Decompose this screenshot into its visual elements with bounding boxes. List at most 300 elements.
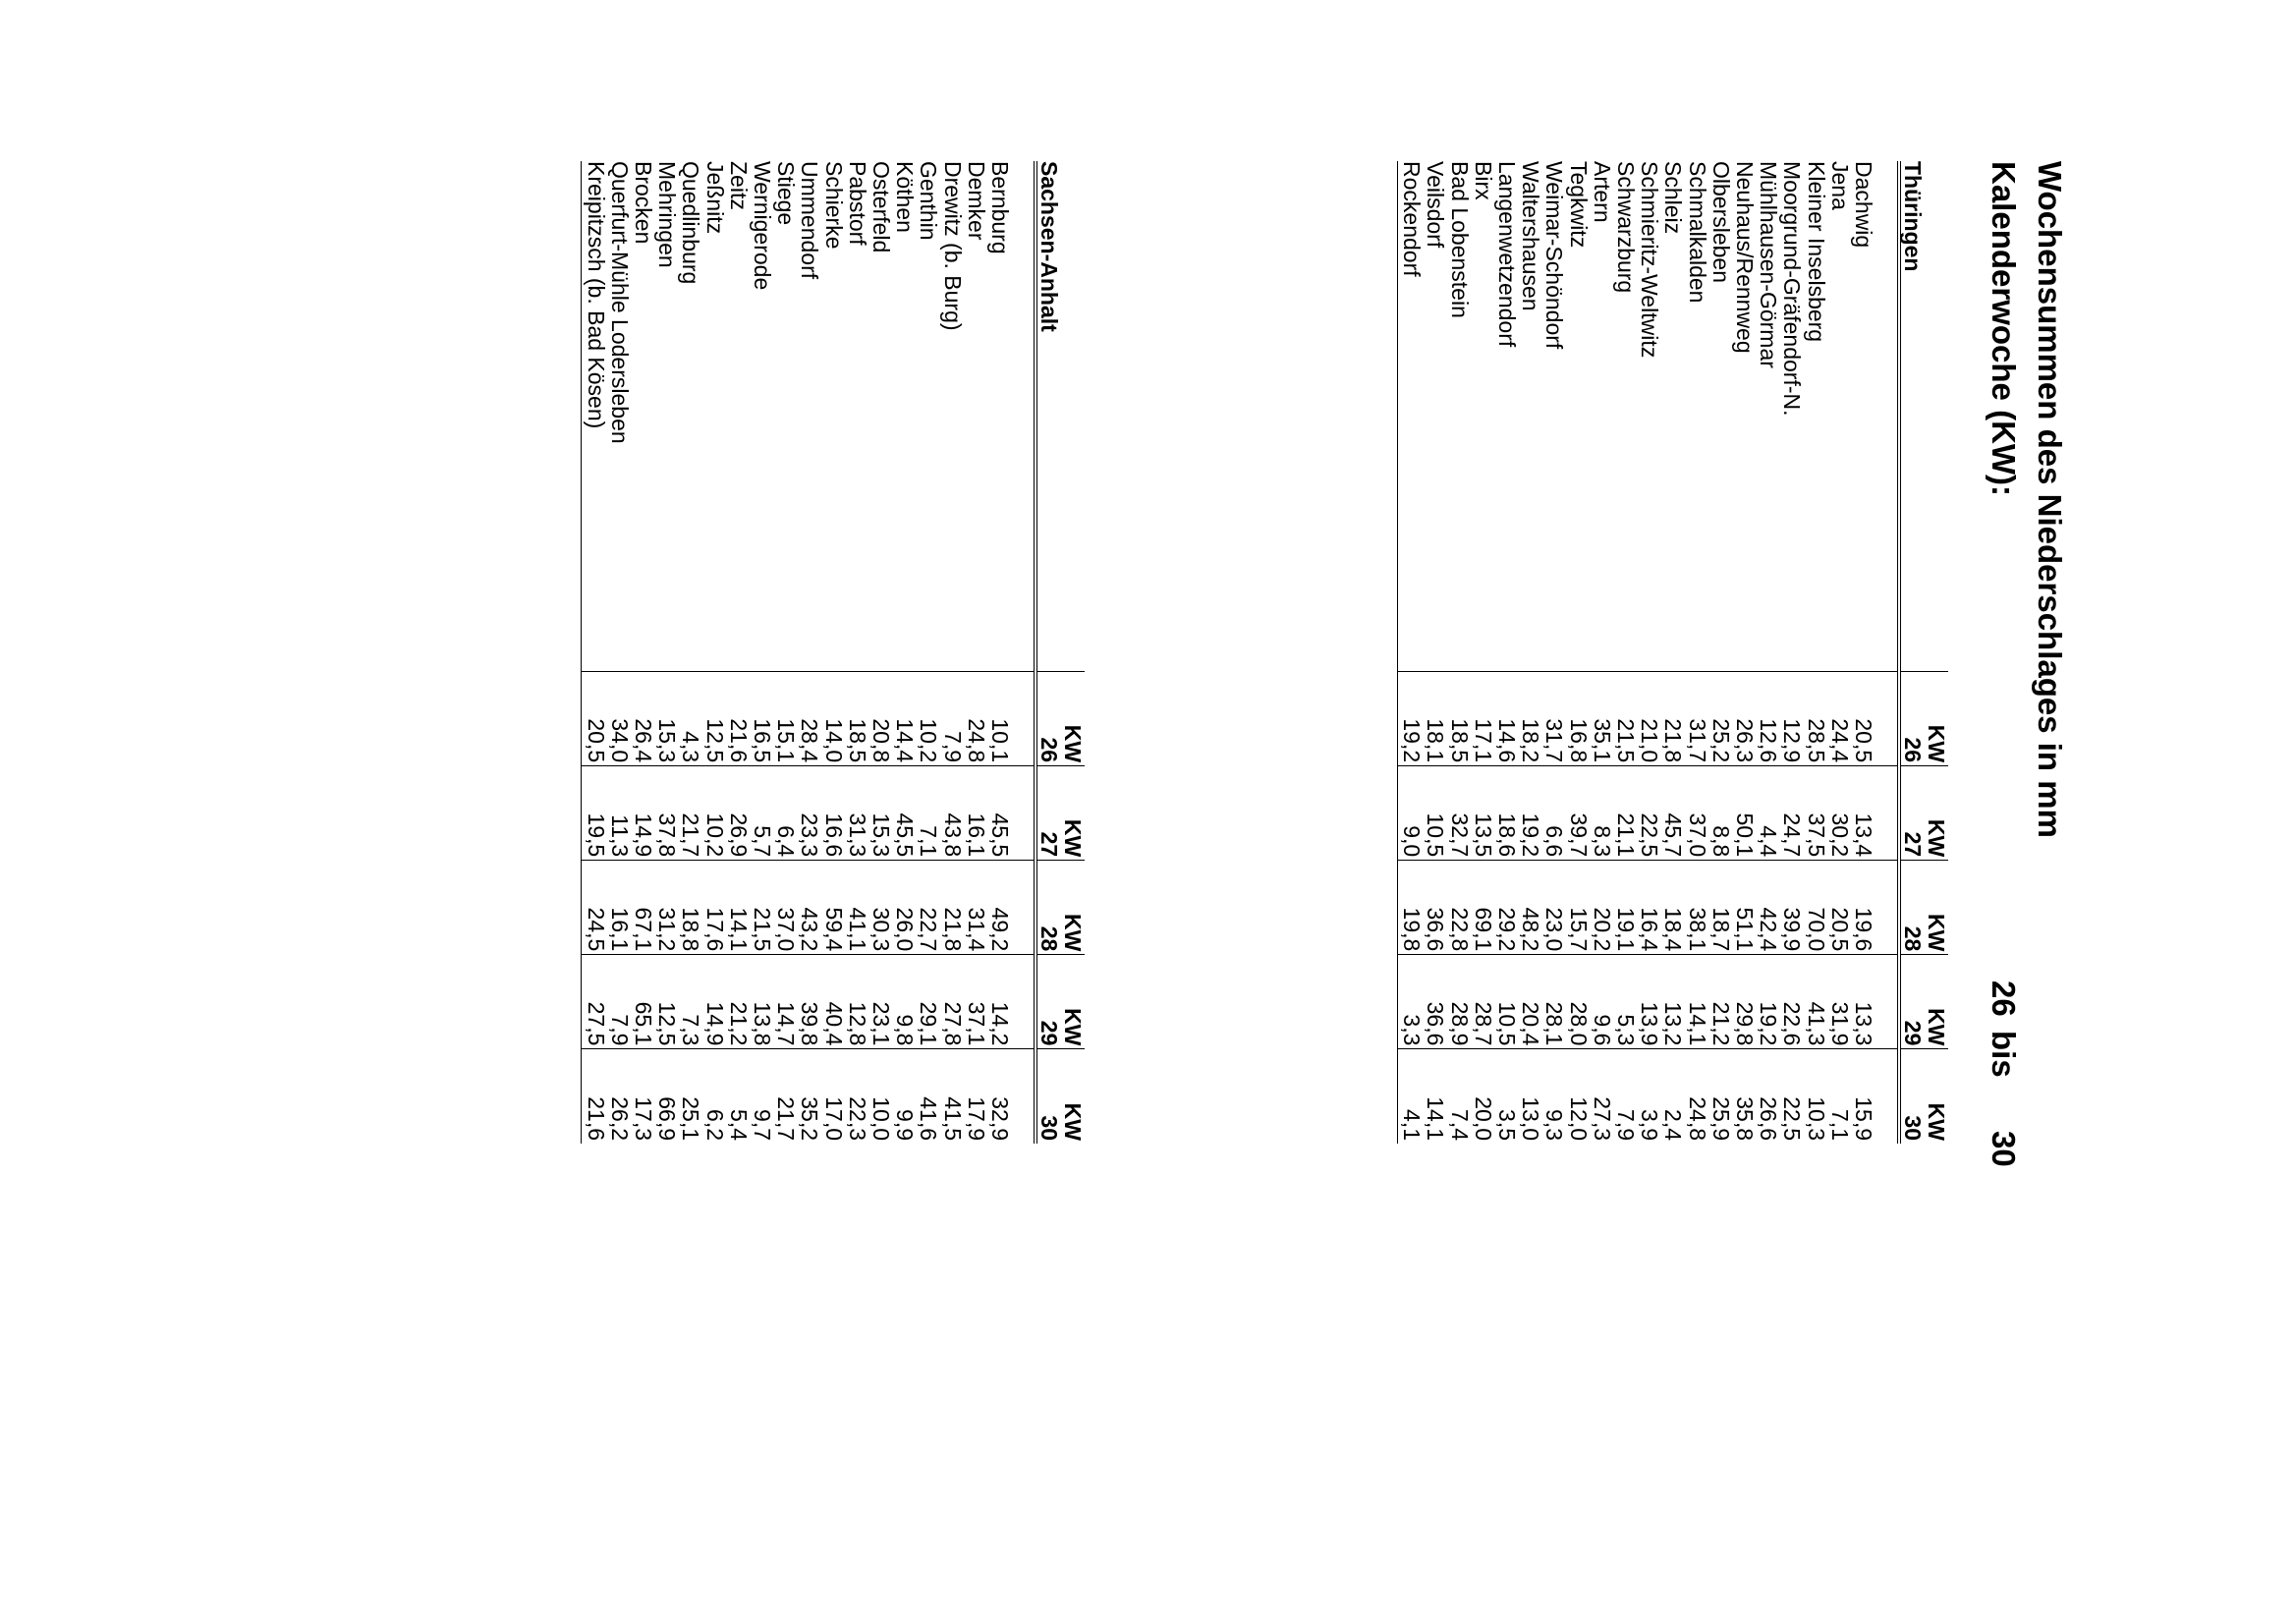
precip-value: 41,3 <box>1804 955 1827 1049</box>
title-kw-from: 26 <box>1986 980 2022 1017</box>
precip-value: 19,2 <box>1757 955 1780 1049</box>
column-header <box>1036 672 1085 766</box>
precip-value: 15,9 <box>1852 1049 1899 1144</box>
precip-value: 28,9 <box>1447 955 1471 1049</box>
column-prefix: KW <box>1924 724 1949 763</box>
precip-value: 19,1 <box>1614 861 1638 955</box>
precip-value: 9,8 <box>893 955 917 1049</box>
precip-value: 21,7 <box>679 766 702 861</box>
title-kw-label: Kalenderwoche (KW): <box>1986 161 2022 497</box>
precip-value: 43,8 <box>940 766 964 861</box>
column-prefix: KW <box>1060 818 1086 858</box>
precip-value: 9,7 <box>751 1049 774 1144</box>
precip-value: 37,0 <box>774 861 798 955</box>
precip-value: 25,9 <box>1709 1049 1733 1144</box>
station-name: Schmalkalden <box>1684 161 1710 304</box>
precip-value: 16,1 <box>965 766 988 861</box>
precip-value: 26,9 <box>727 766 751 861</box>
precip-value: 3,9 <box>1638 1049 1661 1144</box>
precip-value: 49,2 <box>988 861 1036 955</box>
station-name: Weimar-Schöndorf <box>1541 161 1568 350</box>
precip-value: 9,0 <box>1397 766 1424 861</box>
precip-value: 13,9 <box>1638 955 1661 1049</box>
precip-value: 7,9 <box>1614 1049 1638 1144</box>
precip-value: 11,3 <box>608 766 632 861</box>
precip-value: 4,3 <box>679 672 702 766</box>
precip-value: 22,5 <box>1780 1049 1804 1144</box>
precip-value: 21,8 <box>1661 672 1685 766</box>
precip-value: 37,5 <box>1804 766 1827 861</box>
table-row <box>1447 161 1471 1144</box>
column-week: 30 <box>1036 1115 1062 1141</box>
table-row <box>1566 161 1590 1144</box>
precip-value: 12,5 <box>655 955 679 1049</box>
precip-value: 14,1 <box>1424 1049 1447 1144</box>
precip-value: 13,5 <box>1472 766 1495 861</box>
precip-value: 9,9 <box>893 1049 917 1144</box>
precip-value: 22,6 <box>1780 955 1804 1049</box>
table-row <box>655 161 679 1144</box>
precip-value: 45,5 <box>988 766 1036 861</box>
precip-value: 18,2 <box>1519 672 1542 766</box>
table-row <box>702 161 726 1144</box>
precip-value: 23,3 <box>798 766 821 861</box>
precip-value: 8,3 <box>1591 766 1614 861</box>
station-name: Olbersleben <box>1707 161 1734 284</box>
precip-value: 17,9 <box>965 1049 988 1144</box>
station-name: Mühlhausen-Görmar <box>1756 161 1782 368</box>
precip-value: 7,9 <box>608 955 632 1049</box>
precip-value: 20,5 <box>582 672 608 766</box>
precip-value: 37,1 <box>965 955 988 1049</box>
station-name: Bernburg <box>987 161 1013 254</box>
precip-value: 3,5 <box>1495 1049 1519 1144</box>
station-name: Tegkwitz <box>1565 161 1592 249</box>
title-kw-bis: bis <box>1986 1031 2022 1078</box>
precip-value: 5,7 <box>751 766 774 861</box>
precip-value: 5,3 <box>1614 955 1638 1049</box>
station-name: Neuhaus/Rennweg <box>1731 161 1758 354</box>
precip-value: 27,5 <box>582 955 608 1049</box>
precip-value: 45,7 <box>1661 766 1685 861</box>
precip-value: 21,8 <box>940 861 964 955</box>
precip-value: 21,5 <box>751 861 774 955</box>
station-name: Kreipitzsch (b. Bad Kösen) <box>583 161 609 429</box>
precip-value: 17,3 <box>632 1049 655 1144</box>
table-row <box>1519 161 1542 1144</box>
column-week: 28 <box>1036 925 1062 952</box>
column-prefix: KW <box>1060 913 1086 952</box>
table-row <box>940 161 964 1144</box>
precip-value: 66,9 <box>655 1049 679 1144</box>
precip-value: 31,3 <box>846 766 869 861</box>
precip-value: 20,5 <box>1828 861 1852 955</box>
precip-value: 7,3 <box>679 955 702 1049</box>
precip-value: 30,2 <box>1828 766 1852 861</box>
precip-value: 26,2 <box>608 1049 632 1144</box>
precip-value: 31,4 <box>965 861 988 955</box>
precip-value: 12,5 <box>702 672 726 766</box>
precip-value: 7,1 <box>1828 1049 1852 1144</box>
precip-value: 69,1 <box>1472 861 1495 955</box>
table-row <box>774 161 798 1144</box>
precip-value: 14,1 <box>1685 955 1708 1049</box>
precip-value: 22,7 <box>917 861 940 955</box>
column-prefix: KW <box>1924 1008 1949 1046</box>
table-row <box>1804 161 1827 1144</box>
precip-value: 26,4 <box>632 672 655 766</box>
precip-value: 26,0 <box>893 861 917 955</box>
precip-value: 10,5 <box>1424 766 1447 861</box>
table-row <box>1591 161 1614 1144</box>
precip-value: 17,6 <box>702 861 726 955</box>
column-header <box>1899 672 1948 766</box>
precip-value: 12,8 <box>846 955 869 1049</box>
precip-value: 14,7 <box>774 955 798 1049</box>
precip-value: 35,1 <box>1591 672 1614 766</box>
precip-value: 22,5 <box>1638 766 1661 861</box>
precip-value: 16,1 <box>608 861 632 955</box>
precip-value: 14,2 <box>988 955 1036 1049</box>
precip-value: 24,7 <box>1780 766 1804 861</box>
precip-value: 41,1 <box>846 861 869 955</box>
precip-value: 36,6 <box>1424 955 1447 1049</box>
station-name: Demker <box>963 161 989 241</box>
precip-value: 2,4 <box>1661 1049 1685 1144</box>
region-heading: Sachsen-Anhalt <box>1036 161 1085 672</box>
table-row <box>893 161 917 1144</box>
precip-value: 14,9 <box>632 766 655 861</box>
precip-value: 18,7 <box>1709 861 1733 955</box>
station-name: Osterfeld <box>868 161 894 253</box>
station-name: Veilsdorf <box>1423 161 1449 249</box>
table-row <box>582 161 608 1144</box>
precip-value: 28,4 <box>798 672 821 766</box>
table-thueringen <box>1397 161 1948 1144</box>
station-name: Langenwetzendorf <box>1493 161 1520 348</box>
precip-value: 12,9 <box>1780 672 1804 766</box>
station-name: Drewitz (b. Burg) <box>939 161 966 331</box>
column-week: 26 <box>1036 737 1062 763</box>
precip-value: 19,8 <box>1397 861 1424 955</box>
precip-value: 39,7 <box>1566 766 1590 861</box>
title-line-2 <box>1985 161 2022 1167</box>
precip-value: 19,5 <box>582 766 608 861</box>
column-header <box>1899 766 1948 861</box>
column-week: 30 <box>1900 1115 1926 1141</box>
station-name: Köthen <box>892 161 919 233</box>
precip-value: 21,5 <box>1614 672 1638 766</box>
precip-value: 24,5 <box>582 861 608 955</box>
precip-value: 30,3 <box>869 861 893 955</box>
column-prefix: KW <box>1924 818 1949 858</box>
precip-value: 15,3 <box>655 672 679 766</box>
precip-value: 16,5 <box>751 672 774 766</box>
precip-value: 18,5 <box>1447 672 1471 766</box>
precip-value: 18,1 <box>1424 672 1447 766</box>
precip-value: 41,5 <box>940 1049 964 1144</box>
precip-value: 42,4 <box>1757 861 1780 955</box>
precip-value: 13,8 <box>751 955 774 1049</box>
precip-value: 18,6 <box>1495 766 1519 861</box>
table-row <box>1828 161 1852 1144</box>
precip-value: 27,8 <box>940 955 964 1049</box>
table-row <box>1614 161 1638 1144</box>
precip-value: 3,3 <box>1397 955 1424 1049</box>
table-row <box>917 161 940 1144</box>
precip-value: 48,2 <box>1519 861 1542 955</box>
precip-value: 6,4 <box>774 766 798 861</box>
station-name: Dachwig <box>1851 161 1876 249</box>
precip-value: 35,8 <box>1733 1049 1757 1144</box>
station-name: Ummendorf <box>797 161 823 280</box>
table-row <box>1542 161 1566 1144</box>
precip-value: 13,2 <box>1661 955 1685 1049</box>
precip-value: 8,8 <box>1709 766 1733 861</box>
precip-value: 20,4 <box>1519 955 1542 1049</box>
region-heading: Thüringen <box>1899 161 1948 672</box>
precip-value: 24,8 <box>1685 1049 1708 1144</box>
precip-value: 35,2 <box>798 1049 821 1144</box>
precip-value: 37,8 <box>655 766 679 861</box>
precip-value: 6,2 <box>702 1049 726 1144</box>
precip-value: 7,1 <box>917 766 940 861</box>
precip-value: 14,0 <box>821 672 845 766</box>
station-name: Schierke <box>820 161 847 250</box>
precip-value: 39,8 <box>798 955 821 1049</box>
precip-value: 34,0 <box>608 672 632 766</box>
table-row <box>1472 161 1495 1144</box>
precip-value: 28,7 <box>1472 955 1495 1049</box>
column-prefix: KW <box>1924 913 1949 952</box>
column-week: 28 <box>1900 925 1926 952</box>
column-week: 26 <box>1900 737 1926 763</box>
column-header <box>1899 955 1948 1049</box>
precip-value: 70,0 <box>1804 861 1827 955</box>
precip-value: 7,9 <box>940 672 964 766</box>
column-header <box>1036 955 1085 1049</box>
precip-value: 15,7 <box>1566 861 1590 955</box>
column-header <box>1036 861 1085 955</box>
station-name: Bad Lobenstein <box>1446 161 1473 318</box>
precip-value: 18,8 <box>679 861 702 955</box>
table-row <box>1757 161 1780 1144</box>
station-name: Moorgrund-Gräfendorf-N. <box>1779 161 1806 417</box>
station-name: Kleiner Inselsberg <box>1803 161 1829 343</box>
precip-value: 9,6 <box>1591 955 1614 1049</box>
precip-value: 27,3 <box>1591 1049 1614 1144</box>
precip-value: 23,0 <box>1542 861 1566 955</box>
column-header <box>1899 1049 1948 1144</box>
precip-value: 21,2 <box>727 955 751 1049</box>
precip-value: 22,8 <box>1447 861 1471 955</box>
precip-value: 17,1 <box>1472 672 1495 766</box>
precip-value: 10,3 <box>1804 1049 1827 1144</box>
precip-value: 21,2 <box>1709 955 1733 1049</box>
precip-value: 12,0 <box>1566 1049 1590 1144</box>
precip-value: 21,7 <box>774 1049 798 1144</box>
precip-value: 17,0 <box>821 1049 845 1144</box>
precip-value: 32,9 <box>988 1049 1036 1144</box>
column-week: 27 <box>1036 831 1062 858</box>
table-row <box>1733 161 1757 1144</box>
table-row <box>727 161 751 1144</box>
table-row <box>608 161 632 1144</box>
precip-value: 59,4 <box>821 861 845 955</box>
table-row <box>1780 161 1804 1144</box>
precip-value: 21,0 <box>1638 672 1661 766</box>
table-row <box>679 161 702 1144</box>
table-sachsen-anhalt <box>581 161 1085 1144</box>
precip-value: 20,5 <box>1852 672 1899 766</box>
column-prefix: KW <box>1060 724 1086 763</box>
column-header <box>1036 1049 1085 1144</box>
station-name: Stiege <box>773 161 800 226</box>
precip-value: 10,0 <box>869 1049 893 1144</box>
precip-value: 4,1 <box>1397 1049 1424 1144</box>
station-name: Pabstorf <box>844 161 870 246</box>
precip-value: 38,1 <box>1685 861 1708 955</box>
column-week: 29 <box>1036 1020 1062 1046</box>
precip-value: 18,4 <box>1661 861 1685 955</box>
precip-value: 14,1 <box>727 861 751 955</box>
station-name: Artern <box>1589 161 1615 223</box>
precip-value: 28,5 <box>1804 672 1827 766</box>
station-name: Querfurt-Mühle Lodersleben <box>606 161 633 444</box>
precip-value: 31,7 <box>1685 672 1708 766</box>
precip-value: 25,2 <box>1709 672 1733 766</box>
precip-value: 4,4 <box>1757 766 1780 861</box>
precip-value: 10,2 <box>702 766 726 861</box>
precip-value: 65,1 <box>632 955 655 1049</box>
station-name: Mehringen <box>654 161 681 268</box>
precip-value: 26,3 <box>1733 672 1757 766</box>
precip-value: 24,4 <box>1828 672 1852 766</box>
precip-value: 10,5 <box>1495 955 1519 1049</box>
table-row <box>1495 161 1519 1144</box>
column-prefix: KW <box>1060 1102 1086 1141</box>
table-row <box>798 161 821 1144</box>
column-prefix: KW <box>1060 1008 1086 1046</box>
precip-value: 9,3 <box>1542 1049 1566 1144</box>
precip-value: 43,2 <box>798 861 821 955</box>
precip-value: 39,9 <box>1780 861 1804 955</box>
precip-value: 12,6 <box>1757 672 1780 766</box>
precip-value: 20,8 <box>869 672 893 766</box>
precip-value: 22,3 <box>846 1049 869 1144</box>
precip-value: 14,6 <box>1495 672 1519 766</box>
precip-value: 31,9 <box>1828 955 1852 1049</box>
precip-value: 10,1 <box>988 672 1036 766</box>
station-name: Quedlinburg <box>678 161 704 285</box>
precip-value: 15,1 <box>774 672 798 766</box>
column-week: 29 <box>1900 1020 1926 1046</box>
table-row <box>751 161 774 1144</box>
precip-value: 6,6 <box>1542 766 1566 861</box>
table-row <box>1397 161 1424 1144</box>
precip-value: 20,2 <box>1591 861 1614 955</box>
precip-value: 20,0 <box>1472 1049 1495 1144</box>
precip-value: 15,3 <box>869 766 893 861</box>
precip-value: 24,8 <box>965 672 988 766</box>
title-kw-to: 30 <box>1986 1131 2022 1167</box>
precip-value: 23,1 <box>869 955 893 1049</box>
station-name: Schmieritz-Weltwitz <box>1637 161 1663 359</box>
precip-value: 29,8 <box>1733 955 1757 1049</box>
precip-value: 14,4 <box>893 672 917 766</box>
precip-value: 29,2 <box>1495 861 1519 955</box>
precip-value: 41,6 <box>917 1049 940 1144</box>
precip-value: 19,6 <box>1852 861 1899 955</box>
station-name: Waltershausen <box>1518 161 1544 311</box>
precip-value: 13,4 <box>1852 766 1899 861</box>
precip-value: 16,8 <box>1566 672 1590 766</box>
precip-value: 67,1 <box>632 861 655 955</box>
precip-value: 32,7 <box>1447 766 1471 861</box>
table-header-row <box>1036 161 1085 1144</box>
precip-value: 28,1 <box>1542 955 1566 1049</box>
table-row <box>1661 161 1685 1144</box>
station-name: Genthin <box>916 161 942 241</box>
station-name: Schwarzburg <box>1612 161 1639 294</box>
precip-value: 31,2 <box>655 861 679 955</box>
table-row <box>1709 161 1733 1144</box>
table-row <box>821 161 845 1144</box>
precip-value: 7,4 <box>1447 1049 1471 1144</box>
table-header-row <box>1899 161 1948 1144</box>
station-name: Wernigerode <box>749 161 775 291</box>
precip-value: 45,5 <box>893 766 917 861</box>
precip-value: 21,6 <box>727 672 751 766</box>
station-name: Jeßnitz <box>701 161 728 235</box>
station-name: Schleiz <box>1660 161 1687 235</box>
station-name: Birx <box>1470 161 1496 200</box>
table-row <box>1852 161 1899 1144</box>
column-week: 27 <box>1900 831 1926 858</box>
precip-value: 10,2 <box>917 672 940 766</box>
table-row <box>1638 161 1661 1144</box>
precip-value: 21,6 <box>582 1049 608 1144</box>
table-row <box>965 161 988 1144</box>
precip-value: 50,1 <box>1733 766 1757 861</box>
station-name: Zeitz <box>725 161 752 210</box>
table-row <box>869 161 893 1144</box>
column-prefix: KW <box>1924 1102 1949 1141</box>
precip-value: 19,2 <box>1519 766 1542 861</box>
title-line-1: Wochensummen des Niederschlages in mm <box>2032 161 2068 838</box>
precip-value: 5,4 <box>727 1049 751 1144</box>
column-header <box>1036 766 1085 861</box>
precip-value: 13,3 <box>1852 955 1899 1049</box>
precip-value: 40,4 <box>821 955 845 1049</box>
table-row <box>1685 161 1708 1144</box>
precip-value: 13,0 <box>1519 1049 1542 1144</box>
precip-value: 25,1 <box>679 1049 702 1144</box>
table-row <box>846 161 869 1144</box>
precip-value: 37,0 <box>1685 766 1708 861</box>
precip-value: 14,9 <box>702 955 726 1049</box>
column-header <box>1899 861 1948 955</box>
station-name: Jena <box>1826 161 1853 210</box>
precip-value: 29,1 <box>917 955 940 1049</box>
precip-value: 26,6 <box>1757 1049 1780 1144</box>
precip-value: 19,2 <box>1397 672 1424 766</box>
precip-value: 18,5 <box>846 672 869 766</box>
precip-value: 21,1 <box>1614 766 1638 861</box>
station-name: Brocken <box>630 161 656 245</box>
precip-value: 51,1 <box>1733 861 1757 955</box>
precip-value: 16,6 <box>821 766 845 861</box>
